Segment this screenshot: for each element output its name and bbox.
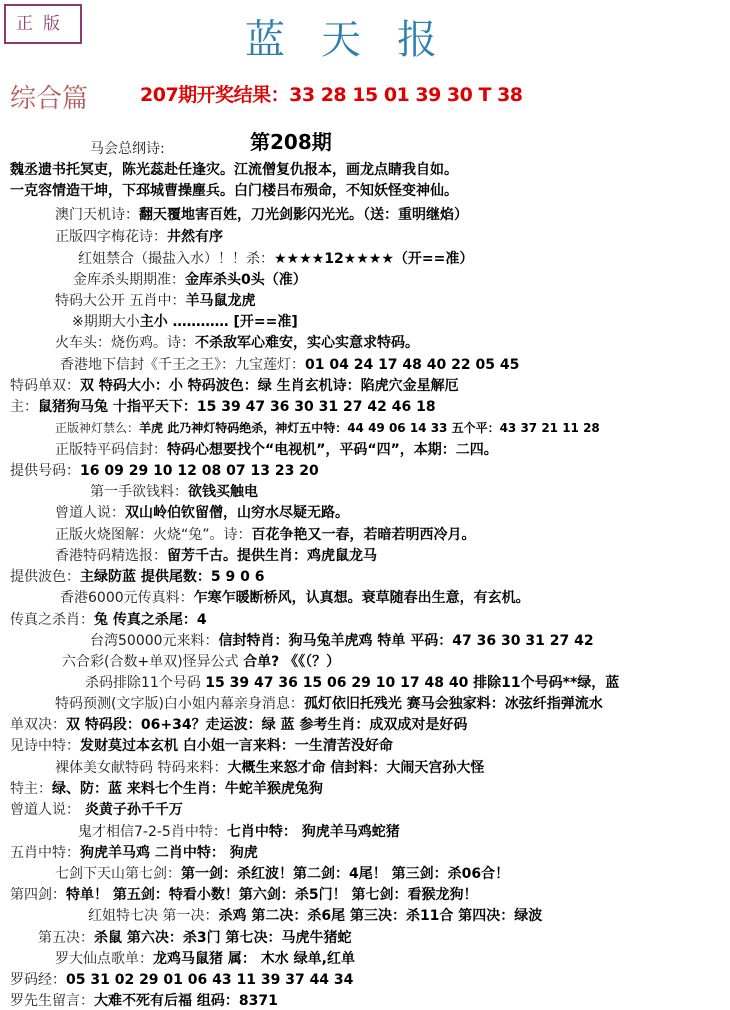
text-line — [78, 823, 400, 841]
line-value: 绿、防：蓝 来料七个生肖：牛蛇羊猴虎兔狗 — [52, 781, 323, 797]
text-line — [62, 653, 340, 671]
text-line — [60, 356, 519, 374]
line-label: 第四剑： — [10, 887, 66, 903]
text-line — [90, 483, 258, 501]
text-line — [55, 206, 468, 224]
section-heading: 综合篇 — [10, 84, 89, 114]
line-label: 红姐特七决 第一决： — [88, 908, 219, 924]
line-value: 一克容情造干坤，下邳城曹操塵兵。白门楼吕布殒命，不知妖怪变神仙。 — [10, 183, 458, 199]
text-line — [10, 716, 467, 734]
text-line — [72, 313, 298, 331]
line-label: 罗码经： — [10, 972, 66, 988]
line-label: 第五决： — [38, 930, 94, 946]
line-value: 杀鸡 第二决：杀6尾 第三决：杀11合 第四决：绿波 — [218, 908, 543, 924]
text-line — [55, 695, 603, 713]
line-value: 魏丞遗书托冥吏，陈光蕊赴任逢灾。江流僧复仇报本，画龙点睛我自如。 — [10, 162, 458, 178]
authentic-stamp: 正版 — [4, 4, 82, 44]
line-value: 特单！ 第五剑：特看小数！第六剑：杀5门！ 第七剑：看猴龙狗！ — [66, 887, 478, 903]
line-label: 特码单双： — [10, 378, 80, 394]
line-label: 七剑下天山第七剑： — [55, 866, 181, 882]
newspaper-title: 蓝天报 — [245, 17, 473, 63]
line-value: 翻天覆地害百姓，刀光剑影闪光光。（送：重明继焰） — [139, 207, 468, 223]
text-line — [55, 504, 349, 522]
line-label: 传真之杀肖： — [10, 612, 94, 628]
issue-number: 第208期 — [250, 130, 332, 154]
line-label: 正版火烧图解：火烧“兔”。诗： — [55, 527, 252, 543]
line-label: 裸体美女献特码 特码来料： — [55, 760, 228, 776]
line-value: 双 特码大小：小 特码波色：绿 生肖玄机诗：陷虎穴金星解厄 — [80, 378, 459, 394]
text-line — [55, 865, 509, 883]
line-value: 七肖中特： 狗虎羊马鸡蛇猪 — [226, 824, 400, 840]
text-line — [10, 844, 258, 862]
line-label: 红姐禁合（撮盐入水）！！杀： — [78, 251, 274, 267]
line-label: 特码大公开 五肖中： — [55, 293, 186, 309]
line-value: 合单? 《《（？） — [243, 654, 341, 670]
line-value: 乍寒乍暖断桥风，认真想。衰草随春出生意，有玄机。 — [193, 590, 530, 606]
line-value: 01 04 24 17 48 40 22 05 45 — [305, 357, 520, 373]
text-line — [90, 140, 165, 158]
line-value: 炎黄子孙千千万 — [80, 802, 183, 818]
text-line — [73, 271, 307, 289]
line-value: 第一剑：杀红波！第二剑：4尾！ 第三剑：杀06合！ — [181, 866, 510, 882]
line-label: 提供号码： — [10, 463, 80, 479]
line-label: 罗先生留言： — [10, 993, 94, 1009]
line-label: 澳门天机诗： — [55, 207, 139, 223]
line-value: 特码心想要找个“电视机”，平码“四”，本期：二四。 — [167, 442, 498, 458]
text-line — [55, 547, 377, 565]
line-value: 鼠猪狗马兔 十指平天下：15 39 47 36 30 31 27 42 46 18 — [38, 399, 436, 415]
line-value: 羊虎 此乃神灯特码绝杀，神灯五中特：44 49 06 14 33 五个平：43 37 21 11 28 — [139, 421, 600, 435]
line-label: 曾道人说： — [55, 505, 125, 521]
text-line — [55, 334, 419, 352]
line-label: 正版特平码信封： — [55, 442, 167, 458]
line-value: 发财莫过本玄机 白小姐一言来料：一生清苦没好命 — [80, 738, 393, 754]
line-label: 见诗中特： — [10, 738, 80, 754]
text-line — [55, 228, 223, 246]
line-label: 正版神灯禁么： — [55, 421, 140, 435]
text-line — [10, 462, 319, 480]
line-value: 主绿防蓝 提供尾数：5 9 0 6 — [80, 569, 265, 585]
text-line — [55, 292, 255, 310]
line-value: 主小 ………… [开==准] — [139, 314, 298, 330]
line-value: 大概生来怒才命 信封料：大闹天宫孙大怪 — [227, 760, 485, 776]
line-label: 香港特码精选报： — [55, 548, 167, 564]
text-line — [10, 801, 183, 819]
text-line — [85, 674, 619, 692]
line-value: 16 09 29 10 12 08 07 13 23 20 — [80, 463, 319, 479]
line-value: 兔 传真之杀尾：4 — [94, 612, 207, 628]
line-label: 马会总纲诗: — [90, 141, 165, 157]
line-value: 孤灯依旧托残光 赛马会独家料：冰弦纤指弹流水 — [303, 696, 603, 712]
line-value: 狗虎羊马鸡 二肖中特： 狗虎 — [80, 845, 258, 861]
line-label: 六合彩(合数+单双)怪异公式 — [62, 654, 244, 670]
line-value: 信封特肖：狗马兔羊虎鸡 特单 平码：47 36 30 31 27 42 — [218, 633, 594, 649]
line-label: ※期期大小 — [72, 314, 140, 330]
line-label: 曾道人说： — [10, 802, 80, 818]
text-line — [10, 737, 393, 755]
line-label: 罗大仙点歌单： — [55, 951, 153, 967]
text-line — [78, 250, 473, 268]
line-value: 05 31 02 29 01 06 43 11 39 37 44 34 — [66, 972, 354, 988]
line-label: 提供波色： — [10, 569, 80, 585]
text-line — [55, 441, 498, 459]
text-line — [10, 886, 478, 904]
line-label: 特码预测(文字版)白小姐内幕亲身消息： — [55, 696, 304, 712]
text-line — [10, 161, 458, 179]
text-line — [55, 526, 476, 544]
line-label: 第一手欲钱料： — [90, 484, 188, 500]
line-label: 台湾50000元来料： — [90, 633, 219, 649]
line-value: 百花争艳又一春，若暗若明西冷月。 — [251, 527, 476, 543]
line-label: 金库杀头期期准： — [73, 272, 185, 288]
text-line — [10, 377, 459, 395]
text-line — [10, 780, 323, 798]
text-line — [88, 907, 542, 925]
line-value: 留芳千古。提供生肖：鸡虎鼠龙马 — [167, 548, 377, 564]
line-label: 主： — [10, 399, 38, 415]
line-label: 正版四字梅花诗： — [55, 229, 167, 245]
line-value: ★★★★12★★★★（开==准） — [274, 251, 474, 267]
line-value: 井然有序 — [167, 229, 223, 245]
line-value: 双 特码段：06+34？走运波：绿 蓝 参考生肖：成双成对是好码 — [66, 717, 468, 733]
text-line — [55, 950, 355, 968]
line-label: 香港地下信封《千王之王》：九宝莲灯： — [60, 357, 305, 373]
line-value: 杀鼠 第六决：杀3门 第七决：马虎牛猪蛇 — [94, 930, 352, 946]
text-line — [10, 568, 264, 586]
text-line — [10, 992, 278, 1010]
line-value: 欲钱买触电 — [188, 484, 258, 500]
line-label: 单双决： — [10, 717, 66, 733]
line-label: 特主： — [10, 781, 52, 797]
text-line — [38, 929, 352, 947]
text-line — [55, 419, 600, 437]
line-label: 五肖中特： — [10, 845, 80, 861]
line-label: 鬼才相信7-2-5肖中特： — [78, 824, 227, 840]
line-value: 龙鸡马鼠猪 属： 木水 绿单,红单 — [153, 951, 355, 967]
line-value: 不杀敌军心难安，实心实意求特码。 — [195, 335, 419, 351]
text-line — [10, 398, 436, 416]
text-line — [55, 759, 484, 777]
text-line — [60, 589, 530, 607]
text-line — [10, 182, 458, 200]
line-value: 双山岭伯钦留僧，山穷水尽疑无路。 — [125, 505, 349, 521]
text-line — [10, 611, 207, 629]
line-label: 杀码排除11个号码 — [85, 675, 206, 691]
line-value: 15 39 47 36 15 06 29 10 17 48 40 排除11个号码**绿，蓝 — [205, 675, 620, 691]
line-value: 大难不死有后福 组码：8371 — [94, 993, 278, 1009]
text-line — [10, 971, 353, 989]
previous-draw-result: 207期开奖结果：33 28 15 01 39 30 T 38 — [140, 84, 523, 106]
line-label: 香港6000元传真料： — [60, 590, 194, 606]
line-value: 金库杀头0头（准） — [185, 272, 307, 288]
text-line — [90, 632, 594, 650]
line-value: 羊马鼠龙虎 — [185, 293, 256, 309]
line-label: 火车头：烧伤鸡。诗： — [55, 335, 195, 351]
